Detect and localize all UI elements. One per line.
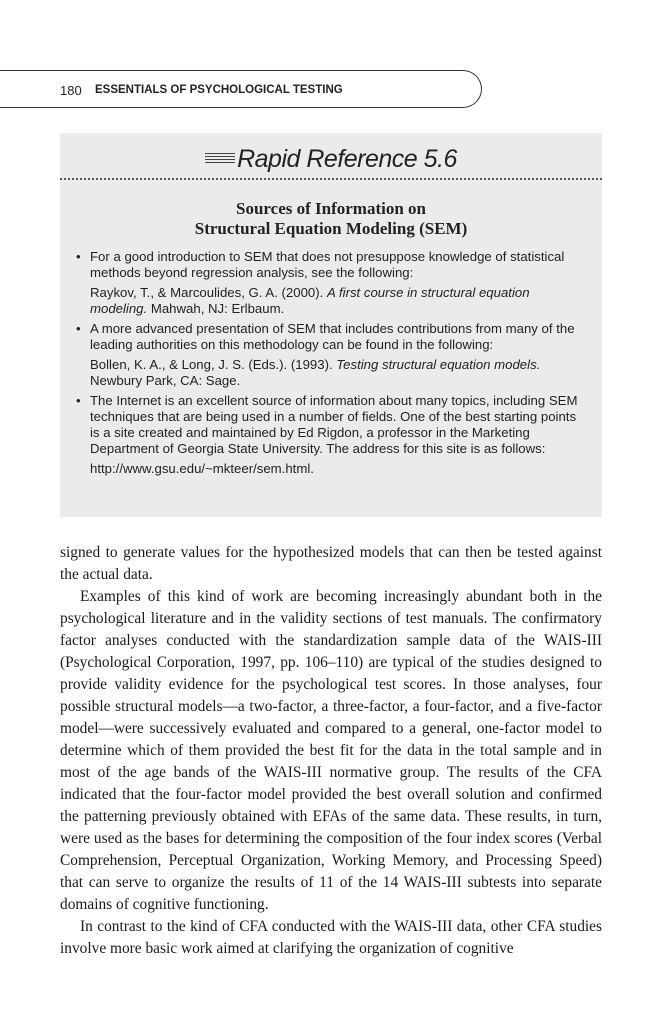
- body-text: [60, 542, 602, 960]
- citation-authors: Bollen, K. A., & Long, J. S. (Eds.). (1993).: [90, 357, 333, 372]
- rapid-reference-title: [60, 145, 602, 174]
- citation: [90, 285, 584, 317]
- citation-authors: Raykov, T., & Marcoulides, G. A. (2000).: [90, 285, 324, 300]
- box-heading: [60, 199, 602, 239]
- bullet-item: [74, 321, 584, 389]
- rapid-reference-title-text: Rapid Reference 5.6: [237, 145, 457, 173]
- citation-publisher: Newbury Park, CA: Sage.: [90, 373, 241, 388]
- bullet-dot-icon: •: [76, 321, 81, 336]
- bullet-text: A more advanced presentation of SEM that includes contributions from many of the leading authorities on this methodology can be found in the following:: [90, 321, 575, 352]
- running-header: [0, 70, 482, 108]
- dotted-divider: [60, 178, 602, 180]
- bullet-list: [74, 249, 584, 481]
- bullet-dot-icon: •: [76, 249, 81, 264]
- page-number: 180: [60, 83, 82, 98]
- body-paragraph: In contrast to the kind of CFA conducted with the WAIS-III data, other CFA studies involve more basic work aimed at clarifying the organization of cognitive: [60, 918, 602, 957]
- website-url: http://www.gsu.edu/~mkteer/sem.html.: [90, 461, 314, 476]
- bullet-item: [74, 249, 584, 317]
- citation: [90, 357, 584, 389]
- bullet-dot-icon: •: [76, 393, 81, 408]
- bullet-text: For a good introduction to SEM that does not presuppose knowledge of statistical methods beyond regression analysis, see the following:: [90, 249, 565, 280]
- citation-title: Testing structural equation models.: [336, 357, 541, 372]
- rapid-reference-box: [60, 133, 602, 517]
- citation-title: A first course in structural equation modeling.: [90, 285, 530, 316]
- bullet-item: [74, 393, 584, 477]
- body-paragraph: Examples of this kind of work are becoming increasingly abundant both in the psychological literature and in the validity sections of test manuals. The confirmatory factor analyses conducted with the standardization sample data of the WAIS-III (Psychological Corporation, 1997, pp. 106–110) are typical of the studies designed to provide validity evidence for the psychological test scores. In those analyses, four possible structural models—a two-factor, a three-factor, a four-factor, and a five-factor model—were successively evaluated and compared to a general, one-factor model to determine which of them provided the best fit for the data in the total sample and in most of the age bands of the WAIS-III normative group. The results of the CFA indicated that the four-factor model provided the best overall solution and confirmed the patterning previously obtained with EFAs of the same data. These results, in turn, were used as the bases for determining the composition of the four index scores (Verbal Comprehension, Perceptual Organization, Working Memory, and Processing Speed) that can serve to organize the results of 11 of the 14 WAIS-III subtests into separate domains of cognitive functioning.: [60, 588, 602, 913]
- citation-publisher: Mahwah, NJ: Erlbaum.: [150, 301, 285, 316]
- body-paragraph: signed to generate values for the hypothesized models that can then be tested against the actual data.: [60, 544, 602, 583]
- speed-lines-icon: [205, 153, 235, 163]
- box-heading-line2: Structural Equation Modeling (SEM): [194, 219, 468, 238]
- running-title: ESSENTIALS OF PSYCHOLOGICAL TESTING: [95, 84, 343, 96]
- box-heading-line1: Sources of Information on: [236, 199, 426, 218]
- bullet-text: The Internet is an excellent source of information about many topics, including SEM techniques that are being used in a number of fields. One of the best starting points is a site created and maintained by Ed Rigdon, a professor in the Marketing Department of Georgia State University. The address for this site is as follows:: [90, 393, 578, 456]
